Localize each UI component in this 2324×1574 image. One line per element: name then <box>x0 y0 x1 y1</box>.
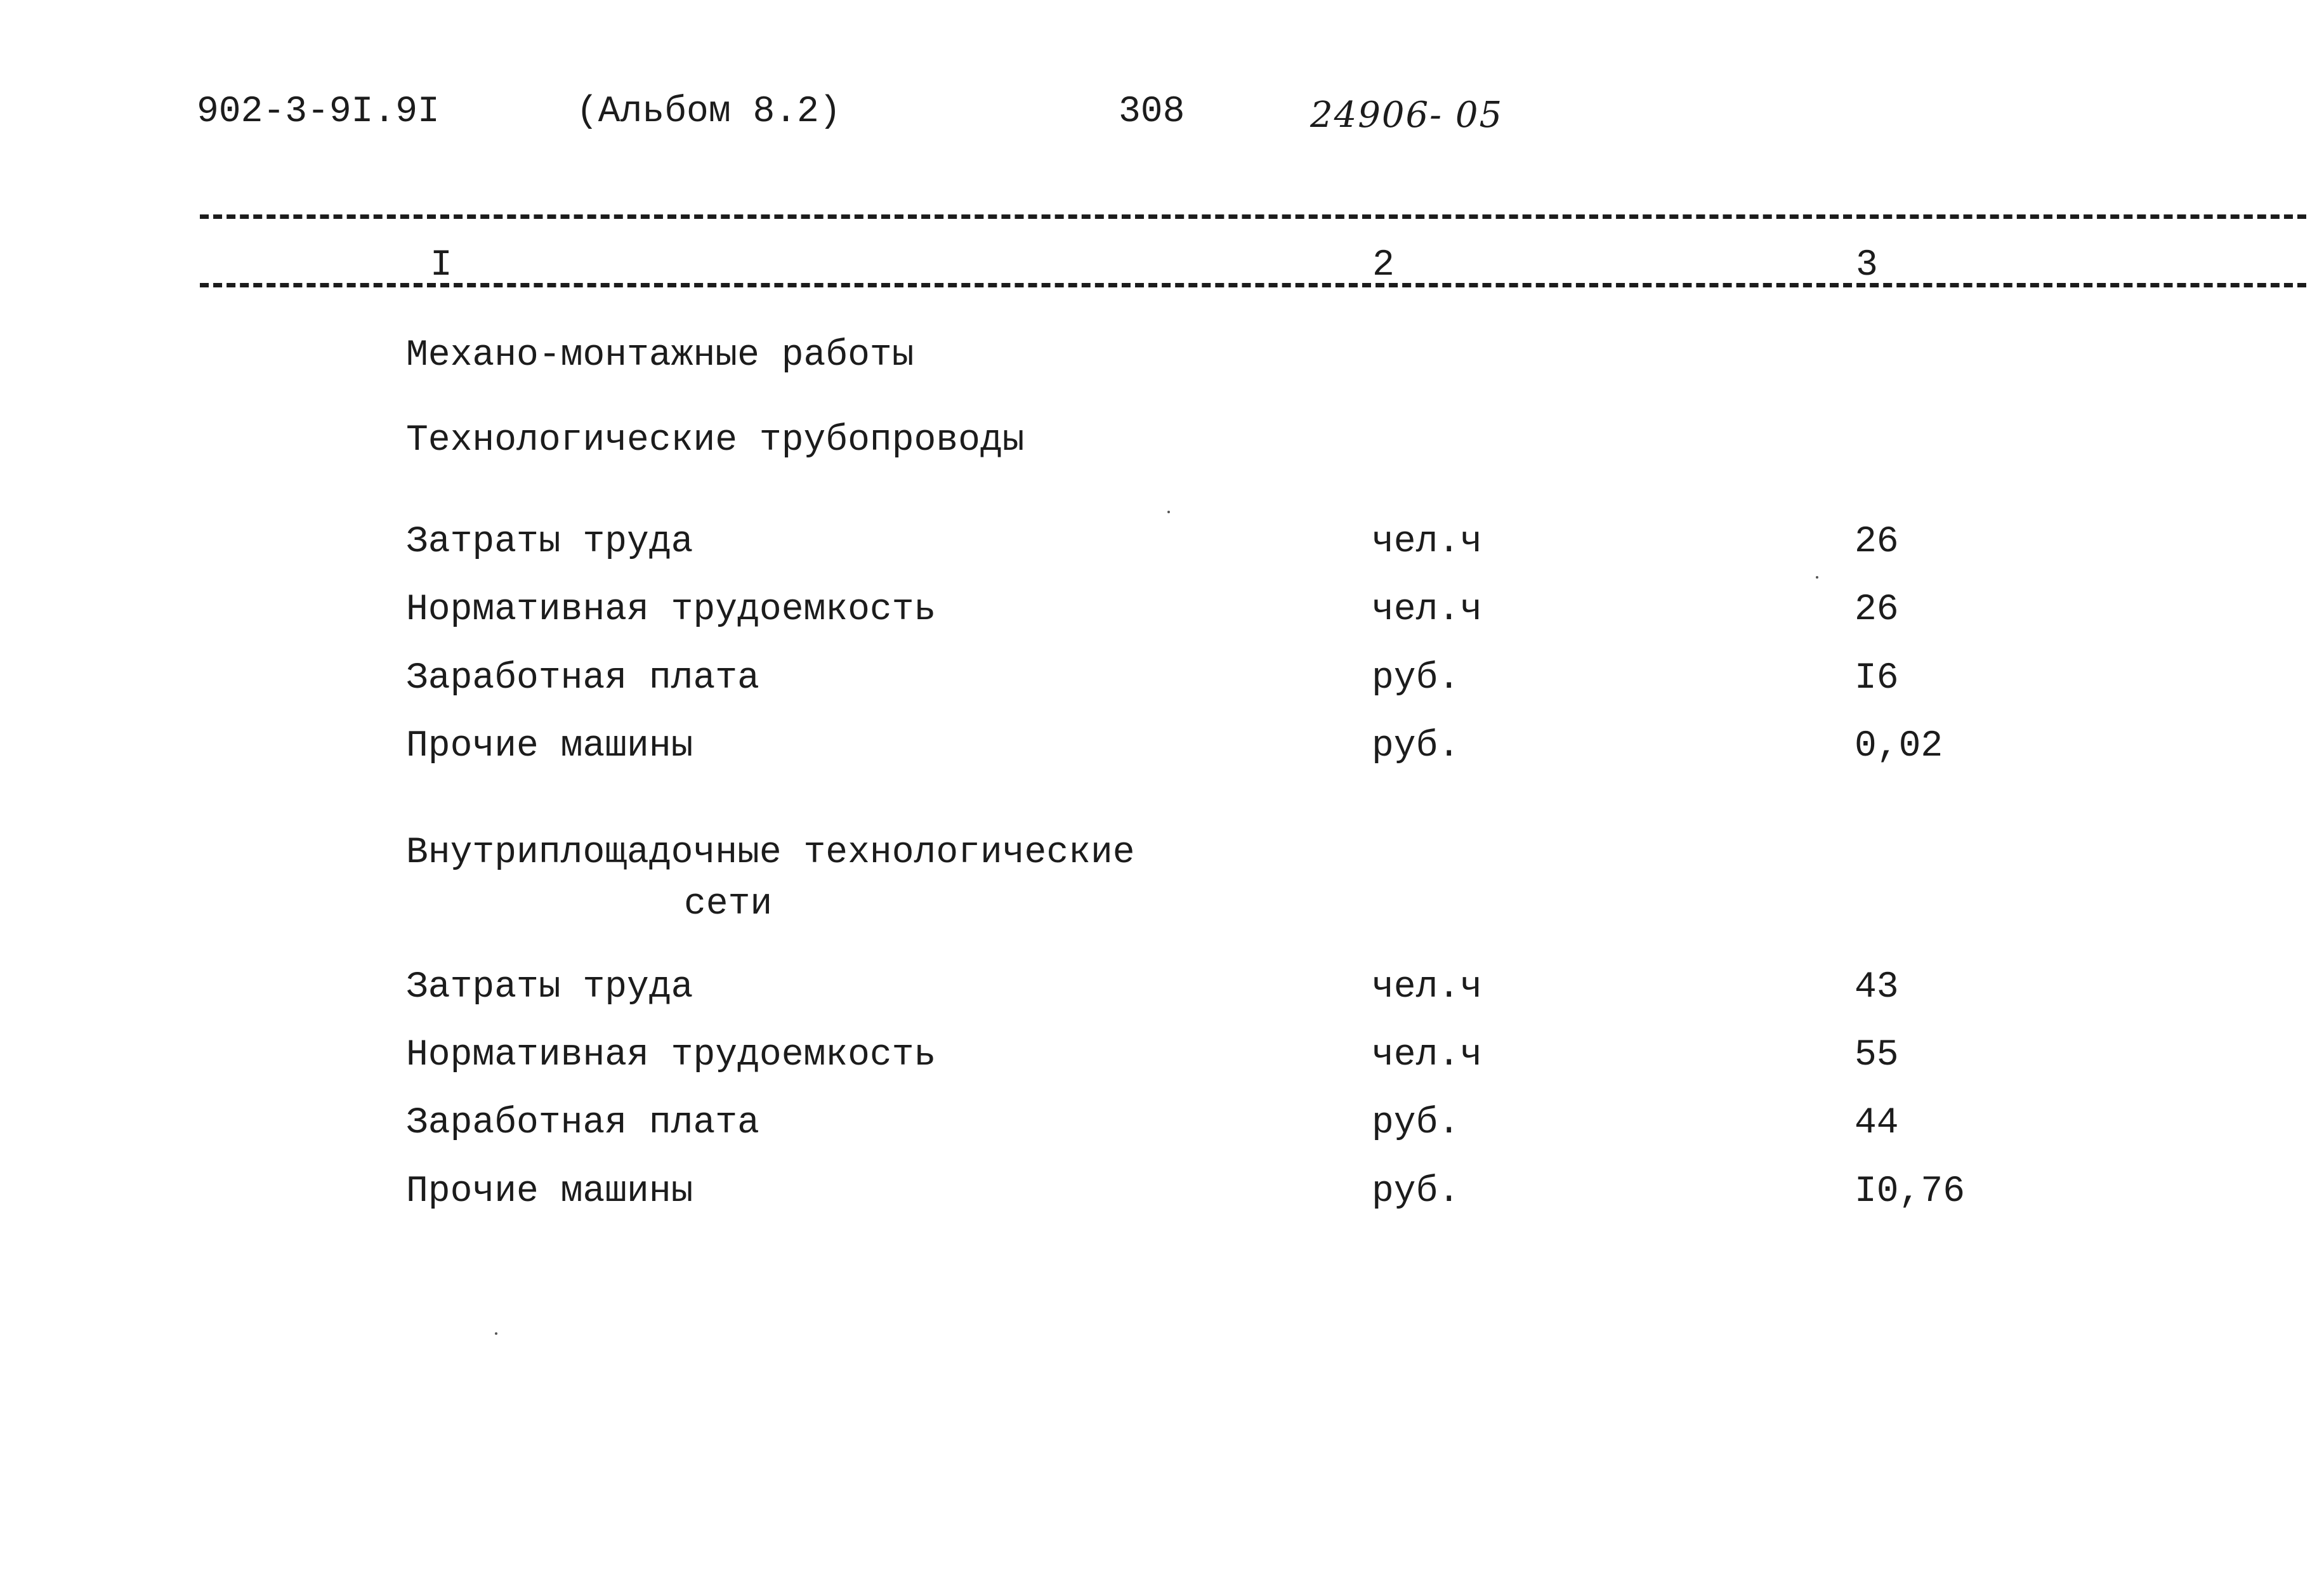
section-heading: Внутриплощадочные технологические <box>406 832 1135 874</box>
row-name: Затраты труда <box>406 967 693 1008</box>
column-number-2: 2 <box>1372 245 1395 286</box>
row-unit: чел.ч <box>1372 589 1483 631</box>
row-value: I0,76 <box>1855 1171 1966 1212</box>
row-value: I6 <box>1855 658 1899 699</box>
row-value: 0,02 <box>1855 726 1943 767</box>
row-name: Нормативная трудоемкость <box>406 1035 936 1076</box>
row-name: Нормативная трудоемкость <box>406 589 936 631</box>
table-top-rule <box>200 214 2306 219</box>
row-name: Затраты труда <box>406 521 693 563</box>
row-unit: руб. <box>1372 1171 1461 1212</box>
row-unit: чел.ч <box>1372 1035 1483 1076</box>
row-value: 43 <box>1855 967 1899 1008</box>
row-unit: руб. <box>1372 726 1461 767</box>
column-number-1: I <box>430 245 452 286</box>
section-heading: Технологические трубопроводы <box>406 420 1025 461</box>
row-unit: чел.ч <box>1372 967 1483 1008</box>
row-value: 26 <box>1855 589 1899 631</box>
row-unit: чел.ч <box>1372 521 1483 563</box>
row-unit: руб. <box>1372 1103 1461 1144</box>
row-name: Заработная плата <box>406 658 759 699</box>
album-label: (Альбом 8.2) <box>576 91 841 133</box>
scan-speck <box>1167 511 1170 513</box>
row-value: 44 <box>1855 1103 1899 1144</box>
document-code: 902-3-9I.9I <box>197 91 440 133</box>
section-heading-continuation: сети <box>684 884 773 925</box>
row-name: Прочие машины <box>406 1171 693 1212</box>
scan-speck <box>495 1332 497 1335</box>
row-value: 55 <box>1855 1035 1899 1076</box>
column-number-3: 3 <box>1856 245 1878 286</box>
scan-speck <box>1816 576 1818 579</box>
page-number: 308 <box>1119 91 1185 133</box>
row-value: 26 <box>1855 521 1899 563</box>
handwritten-number: 24906- 05 <box>1310 95 1504 136</box>
table-header-rule <box>200 283 2306 287</box>
row-name: Заработная плата <box>406 1103 759 1144</box>
section-heading: Механо-монтажные работы <box>406 335 914 376</box>
row-name: Прочие машины <box>406 726 693 767</box>
row-unit: руб. <box>1372 658 1461 699</box>
